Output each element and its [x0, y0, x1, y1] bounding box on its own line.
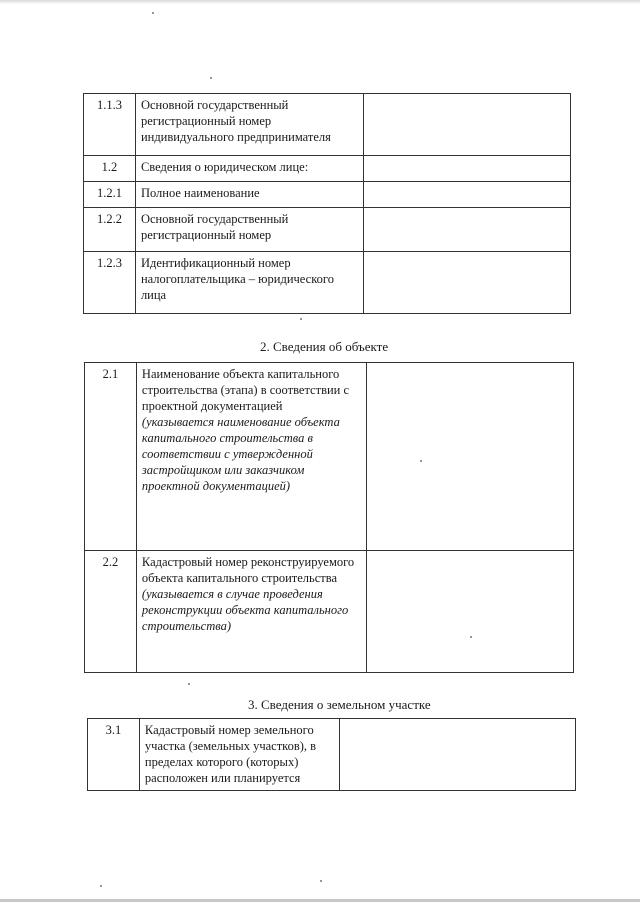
- section-3-heading: 3. Сведения о земельном участке: [248, 697, 431, 712]
- row-label: Наименование объекта капитального строительства (этапа) в соответствии с проектной документацией: [141, 367, 350, 413]
- row-note: (указывается наименование объекта капитального строительства в соответствии с утвержденной застройщиком или заказчиком проектной документацией): [141, 415, 340, 493]
- row-number: 1.2.2: [84, 208, 136, 252]
- row-number: 2.2: [85, 551, 137, 673]
- row-value-field[interactable]: [366, 551, 573, 673]
- table-row: [84, 94, 571, 156]
- row-note: (указывается в случае проведения реконструкции объекта капитального строительства): [141, 587, 349, 633]
- row-number: 1.2: [84, 156, 136, 182]
- row-value-field[interactable]: [363, 252, 570, 314]
- table-row: [85, 363, 574, 551]
- table-row: [85, 551, 574, 673]
- object-info-table: [84, 362, 574, 673]
- row-label: Основной государственный регистрационный номер индивидуального предпринимателя: [135, 94, 363, 156]
- table-row: [84, 156, 571, 182]
- scan-speck: [100, 885, 102, 887]
- scan-speck: [152, 12, 154, 14]
- table-row: [84, 182, 571, 208]
- row-number: 3.1: [88, 719, 140, 791]
- scan-speck: [470, 636, 472, 638]
- row-label: Сведения о юридическом лице:: [135, 156, 363, 182]
- row-value-field[interactable]: [363, 182, 570, 208]
- row-label: Полное наименование: [135, 182, 363, 208]
- row-label: Кадастровый номер земельного участка (земельных участков), в пределах которого (которых) расположен или планируется: [139, 719, 339, 791]
- scan-speck: [420, 460, 422, 462]
- row-value-field[interactable]: [363, 208, 570, 252]
- table-row: [84, 208, 571, 252]
- row-label-cell: [136, 363, 366, 551]
- table-row: [88, 719, 576, 791]
- row-label-cell: [136, 551, 366, 673]
- row-number: 2.1: [85, 363, 137, 551]
- row-value-field[interactable]: [363, 94, 570, 156]
- row-number: 1.2.3: [84, 252, 136, 314]
- section-2-heading: 2. Сведения об объекте: [260, 339, 389, 354]
- scan-speck: [320, 880, 322, 882]
- scan-edge-top: [0, 0, 640, 4]
- scan-speck: [188, 683, 190, 685]
- applicant-info-table: [83, 93, 571, 314]
- row-number: 1.2.1: [84, 182, 136, 208]
- row-number: 1.1.3: [84, 94, 136, 156]
- scan-edge-bottom: [0, 899, 640, 902]
- land-plot-table: [87, 718, 576, 791]
- row-value-field[interactable]: [366, 363, 573, 551]
- row-value-field[interactable]: [339, 719, 575, 791]
- table-row: [84, 252, 571, 314]
- row-label: Идентификационный номер налогоплательщика – юридического лица: [135, 252, 363, 314]
- row-value-field[interactable]: [363, 156, 570, 182]
- scan-speck: [300, 318, 302, 320]
- row-label: Кадастровый номер реконструируемого объекта капитального строительства: [141, 555, 355, 585]
- row-label: Основной государственный регистрационный номер: [135, 208, 363, 252]
- scan-speck: [210, 77, 212, 79]
